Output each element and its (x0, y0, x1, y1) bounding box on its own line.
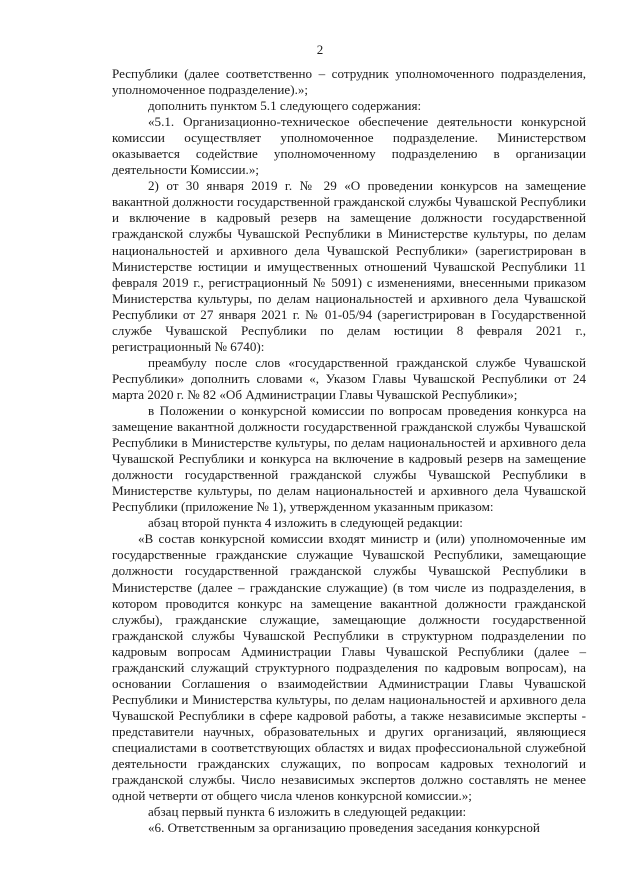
paragraph-continuation: Республики (далее соответственно – сотрудник уполномоченного подразделения, уполномоченное подразделение).»; (112, 66, 586, 98)
page-number: 2 (316, 42, 324, 57)
paragraph-regulation: в Положении о конкурсной комиссии по вопросам проведения конкурса на замещение вакантной должности государственной гражданской службы Чувашской Республики в Министерстве культуры, по делам национальностей и архивного дела Чувашской Республики и конкурса на включение в кадровый резерв на замещение должности государственной гражданской службы Чувашской Республики в Министерстве культуры, по делам национальностей и архивного дела Чувашской Республики (приложение № 1), утвержденном указанным приказом: (112, 402, 586, 515)
paragraph-commission-composition: «В состав конкурсной комиссии входят министр и (или) уполномоченные им государственные гражданские служащие Чувашской Республики, замещающие должности государственной гражданской службы Чувашской Республики в Министерстве (далее – гражданские служащие) (в том числе из подразделения, в котором проводится конкурс на замещение вакантной должности гражданской службы), гражданские служащие, замещающие должности государственной гражданской службы Чувашской Республики в структурном подразделении по кадровым вопросам Администрации Главы Чувашской Республики (далее – гражданский служащий структурного подразделения по кадровым вопросам), на основании Соглашения о взаимодействии Администрации Главы Чувашской Республики и Министерства культуры, по делам национальностей и архивного дела Чувашской Республики в сфере кадровой работы, а также независимые эксперты - представители научных, образовательных и других организаций, являющиеся специалистами в соответствующих областях и видах профессиональной служебной деятельности гражданских служащих, по вопросам кадровых технологий и гражданской службы. Число независимых экспертов должно составлять не менее одной четверти от общего числа членов конкурсной комиссии.»; (112, 531, 586, 804)
paragraph-point-5-1: «5.1. Организационно-техническое обеспечение деятельности конкурсной комиссии осуществляет уполномоченное подразделение. Министерством оказывается содействие уполномоченному подразделению в организации деятельности Комиссии.»; (112, 114, 586, 178)
paragraph-add-point-5-1: дополнить пунктом 5.1 следующего содержания: (148, 98, 422, 114)
paragraph-preamble: преамбулу после слов «государственной гражданской службе Чувашской Республики» дополнить словами «, Указом Главы Чувашской Республики от 24 марта 2020 г. № 82 «Об Администрации Главы Чувашской Республики»; (112, 354, 586, 402)
paragraph-point-4-intro: абзац второй пункта 4 изложить в следующей редакции: (148, 515, 463, 531)
paragraph-order-29: 2) от 30 января 2019 г. № 29 «О проведении конкурсов на замещение вакантной должности государственной гражданской службы Чувашской Республики и включение в кадровый резерв на замещение должности государственной гражданской службы Чувашской Республики в Министерстве культуры, по делам национальностей и архивного дела Чувашской Республики» (зарегистрирован в Министерстве юстиции и имущественных отношений Чувашской Республики 11 февраля 2019 г., регистрационный № 5091) с изменениями, внесенными приказом Министерства культуры, по делам национальностей и архивного дела Чувашской Республики от 27 января 2021 г. № 01-05/94 (зарегистрирован в Государственной службе Чувашской Республики по делам юстиции 8 февраля 2021 г., регистрационный № 6740): (112, 178, 586, 354)
paragraph-point-6: «6. Ответственным за организацию проведения заседания конкурсной (148, 820, 540, 836)
paragraph-point-6-intro: абзац первый пункта 6 изложить в следующей редакции: (148, 804, 467, 820)
document-body (112, 66, 586, 836)
